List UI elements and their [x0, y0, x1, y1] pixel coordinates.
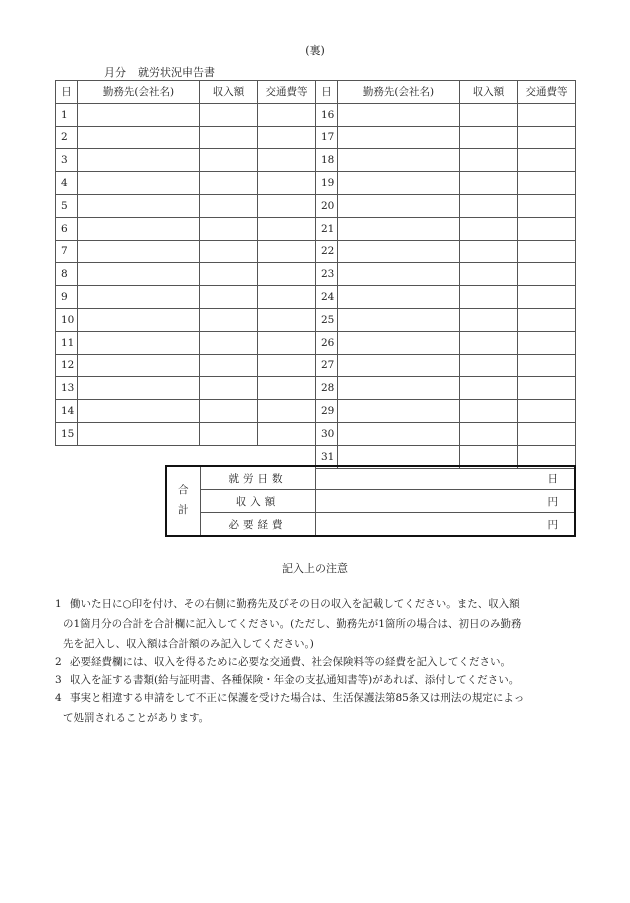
day-cell: 24	[316, 286, 338, 309]
header-income-left: 収入額	[200, 81, 258, 104]
employer-cell[interactable]	[338, 400, 460, 423]
day-cell: 12	[56, 354, 78, 377]
title-main: 就労状況申告書	[138, 66, 215, 79]
note-number: 2	[55, 656, 62, 668]
note-4	[55, 688, 524, 728]
table-row	[56, 149, 576, 172]
header-employer-left: 勤務先(会社名)	[78, 81, 200, 104]
income-cell[interactable]	[200, 331, 258, 354]
table-row	[56, 194, 576, 217]
day-cell: 13	[56, 377, 78, 400]
transport-cell[interactable]	[258, 263, 316, 286]
table-row	[56, 263, 576, 286]
page-side-label: (裏)	[305, 44, 325, 57]
transport-cell[interactable]	[258, 400, 316, 423]
table-row	[56, 240, 576, 263]
day-cell: 15	[56, 422, 78, 445]
day-cell: 19	[316, 172, 338, 195]
table-row	[56, 103, 576, 126]
transport-cell[interactable]	[518, 400, 576, 423]
note-text: 収入を証する書類(給与証明書、各種保険・年金の支払通知書等)があれば、添付してください。	[70, 674, 520, 686]
table-header-row	[56, 81, 576, 104]
note-text: 働いた日に○印を付け、その右側に勤務先及びその日の収入を記載してください。また、収入額	[70, 598, 520, 610]
day-cell: 28	[316, 377, 338, 400]
transport-cell[interactable]	[258, 354, 316, 377]
income-cell[interactable]	[460, 126, 518, 149]
income-cell[interactable]	[460, 354, 518, 377]
note-line	[55, 708, 524, 728]
transport-cell[interactable]	[518, 422, 576, 445]
employer-cell[interactable]	[78, 377, 200, 400]
table-row	[56, 422, 576, 445]
income-cell[interactable]	[200, 400, 258, 423]
income-cell[interactable]	[460, 422, 518, 445]
table-row	[56, 286, 576, 309]
transport-cell[interactable]	[258, 331, 316, 354]
income-cell[interactable]	[200, 263, 258, 286]
transport-cell[interactable]	[518, 331, 576, 354]
transport-cell[interactable]	[518, 172, 576, 195]
note-text: 先を記入し、収入額は合計額のみ記入してください。)	[63, 638, 314, 650]
day-cell: 10	[56, 308, 78, 331]
table-row	[56, 354, 576, 377]
transport-cell[interactable]	[518, 308, 576, 331]
income-cell[interactable]	[200, 377, 258, 400]
transport-cell[interactable]	[258, 377, 316, 400]
empty-cell	[56, 445, 78, 468]
totals-row	[166, 490, 575, 513]
note-line	[55, 634, 521, 654]
note-line	[55, 688, 524, 708]
transport-cell[interactable]	[518, 286, 576, 309]
note-3	[55, 670, 519, 690]
employer-cell[interactable]	[78, 422, 200, 445]
note-1	[55, 594, 521, 654]
income-cell[interactable]	[200, 194, 258, 217]
note-number: 4	[55, 692, 62, 704]
day-cell: 27	[316, 354, 338, 377]
income-cell[interactable]	[200, 172, 258, 195]
day-cell: 30	[316, 422, 338, 445]
transport-cell[interactable]	[258, 194, 316, 217]
day-cell: 3	[56, 149, 78, 172]
header-employer-right: 勤務先(会社名)	[338, 81, 460, 104]
employer-cell[interactable]	[78, 149, 200, 172]
income-cell[interactable]	[200, 308, 258, 331]
transport-cell[interactable]	[518, 377, 576, 400]
totals-row	[166, 513, 575, 537]
transport-cell[interactable]	[518, 126, 576, 149]
day-cell: 6	[56, 217, 78, 240]
employer-cell[interactable]	[338, 103, 460, 126]
income-cell[interactable]	[200, 103, 258, 126]
totals-label-income: 収入額	[200, 490, 315, 513]
employer-cell[interactable]	[78, 217, 200, 240]
totals-value-workdays[interactable]	[315, 466, 575, 490]
day-cell: 16	[316, 103, 338, 126]
totals-label-expenses: 必要経費	[200, 513, 315, 537]
day-cell: 25	[316, 308, 338, 331]
employer-cell[interactable]	[338, 172, 460, 195]
income-cell[interactable]	[200, 126, 258, 149]
transport-cell[interactable]	[258, 240, 316, 263]
transport-cell[interactable]	[518, 149, 576, 172]
unit-yen: 円	[547, 518, 558, 531]
title-month: 月分	[104, 66, 126, 79]
employer-cell[interactable]	[338, 263, 460, 286]
employer-cell[interactable]	[338, 286, 460, 309]
employer-cell[interactable]	[78, 172, 200, 195]
transport-cell[interactable]	[258, 126, 316, 149]
income-cell[interactable]	[200, 354, 258, 377]
income-cell[interactable]	[200, 149, 258, 172]
transport-cell[interactable]	[518, 103, 576, 126]
income-cell[interactable]	[460, 217, 518, 240]
transport-cell[interactable]	[258, 172, 316, 195]
note-2	[55, 652, 511, 672]
transport-cell[interactable]	[518, 194, 576, 217]
totals-label-workdays: 就労日数	[200, 466, 315, 490]
employer-cell[interactable]	[338, 308, 460, 331]
day-cell: 11	[56, 331, 78, 354]
income-cell[interactable]	[200, 217, 258, 240]
employer-cell[interactable]	[338, 126, 460, 149]
income-cell[interactable]	[460, 263, 518, 286]
note-text: の1箇月分の合計を合計欄に記入してください。(ただし、勤務先が1箇所の場合は、初日のみ勤務	[63, 618, 522, 630]
day-cell: 2	[56, 126, 78, 149]
table-row	[56, 331, 576, 354]
table-row	[56, 217, 576, 240]
transport-cell[interactable]	[258, 308, 316, 331]
employer-cell[interactable]	[338, 217, 460, 240]
transport-cell[interactable]	[258, 422, 316, 445]
day-cell: 17	[316, 126, 338, 149]
header-transport-right: 交通費等	[518, 81, 576, 104]
income-cell[interactable]	[460, 400, 518, 423]
income-cell[interactable]	[460, 377, 518, 400]
income-cell[interactable]	[460, 172, 518, 195]
note-text: て処罰されることがあります。	[63, 712, 210, 724]
table-row	[56, 126, 576, 149]
employer-cell[interactable]	[338, 194, 460, 217]
employer-cell[interactable]	[338, 149, 460, 172]
employer-cell[interactable]	[338, 377, 460, 400]
day-cell: 21	[316, 217, 338, 240]
daily-work-table	[55, 80, 576, 469]
transport-cell[interactable]	[258, 217, 316, 240]
employer-cell[interactable]	[78, 103, 200, 126]
day-cell: 5	[56, 194, 78, 217]
day-cell: 29	[316, 400, 338, 423]
income-cell[interactable]	[460, 331, 518, 354]
day-cell: 8	[56, 263, 78, 286]
totals-box	[165, 465, 576, 537]
income-cell[interactable]	[460, 286, 518, 309]
totals-label	[166, 466, 200, 536]
transport-cell[interactable]	[518, 240, 576, 263]
transport-cell[interactable]	[518, 263, 576, 286]
day-cell: 18	[316, 149, 338, 172]
employer-cell[interactable]	[78, 194, 200, 217]
employer-cell[interactable]	[338, 240, 460, 263]
income-cell[interactable]	[460, 240, 518, 263]
transport-cell[interactable]	[258, 103, 316, 126]
notes-heading: 記入上の注意	[282, 562, 348, 575]
day-cell: 9	[56, 286, 78, 309]
employer-cell[interactable]	[78, 308, 200, 331]
day-cell: 23	[316, 263, 338, 286]
transport-cell[interactable]	[518, 217, 576, 240]
employer-cell[interactable]	[338, 422, 460, 445]
employer-cell[interactable]	[78, 126, 200, 149]
table-row	[56, 172, 576, 195]
day-cell: 7	[56, 240, 78, 263]
employer-cell[interactable]	[78, 331, 200, 354]
form-title	[104, 64, 215, 80]
day-cell: 4	[56, 172, 78, 195]
note-text: 事実と相違する申請をして不正に保護を受けた場合は、生活保護法第85条又は刑法の規定によっ	[70, 692, 525, 704]
day-cell: 22	[316, 240, 338, 263]
employer-cell[interactable]	[78, 263, 200, 286]
employer-cell[interactable]	[78, 240, 200, 263]
table-body	[56, 103, 576, 468]
note-number: 1	[55, 598, 62, 610]
totals-label-text: 合 計	[178, 484, 189, 516]
employer-cell[interactable]	[338, 331, 460, 354]
header-day-left: 日	[56, 81, 78, 104]
header-transport-left: 交通費等	[258, 81, 316, 104]
note-line	[55, 594, 521, 614]
totals-value-expenses[interactable]	[315, 513, 575, 537]
transport-cell[interactable]	[258, 286, 316, 309]
header-day-right: 日	[316, 81, 338, 104]
income-cell[interactable]	[460, 308, 518, 331]
employer-cell[interactable]	[78, 354, 200, 377]
totals-row	[166, 466, 575, 490]
table-row	[56, 400, 576, 423]
day-cell: 26	[316, 331, 338, 354]
income-cell[interactable]	[460, 194, 518, 217]
employer-cell[interactable]	[78, 400, 200, 423]
note-line	[55, 614, 521, 634]
table-row	[56, 377, 576, 400]
table-row	[56, 308, 576, 331]
day-cell: 14	[56, 400, 78, 423]
income-cell[interactable]	[200, 286, 258, 309]
header-income-right: 収入額	[460, 81, 518, 104]
day-cell: 20	[316, 194, 338, 217]
income-cell[interactable]	[460, 103, 518, 126]
unit-days: 日	[547, 472, 558, 485]
note-number: 3	[55, 674, 62, 686]
totals-value-income[interactable]	[315, 490, 575, 513]
day-cell: 1	[56, 103, 78, 126]
transport-cell[interactable]	[518, 354, 576, 377]
income-cell[interactable]	[200, 422, 258, 445]
employer-cell[interactable]	[338, 354, 460, 377]
transport-cell[interactable]	[258, 149, 316, 172]
income-cell[interactable]	[460, 149, 518, 172]
income-cell[interactable]	[200, 240, 258, 263]
employer-cell[interactable]	[78, 286, 200, 309]
day-cell: 31	[316, 445, 338, 468]
note-text: 必要経費欄には、収入を得るために必要な交通費、社会保険料等の経費を記入してください。	[70, 656, 511, 668]
unit-yen: 円	[547, 495, 558, 508]
